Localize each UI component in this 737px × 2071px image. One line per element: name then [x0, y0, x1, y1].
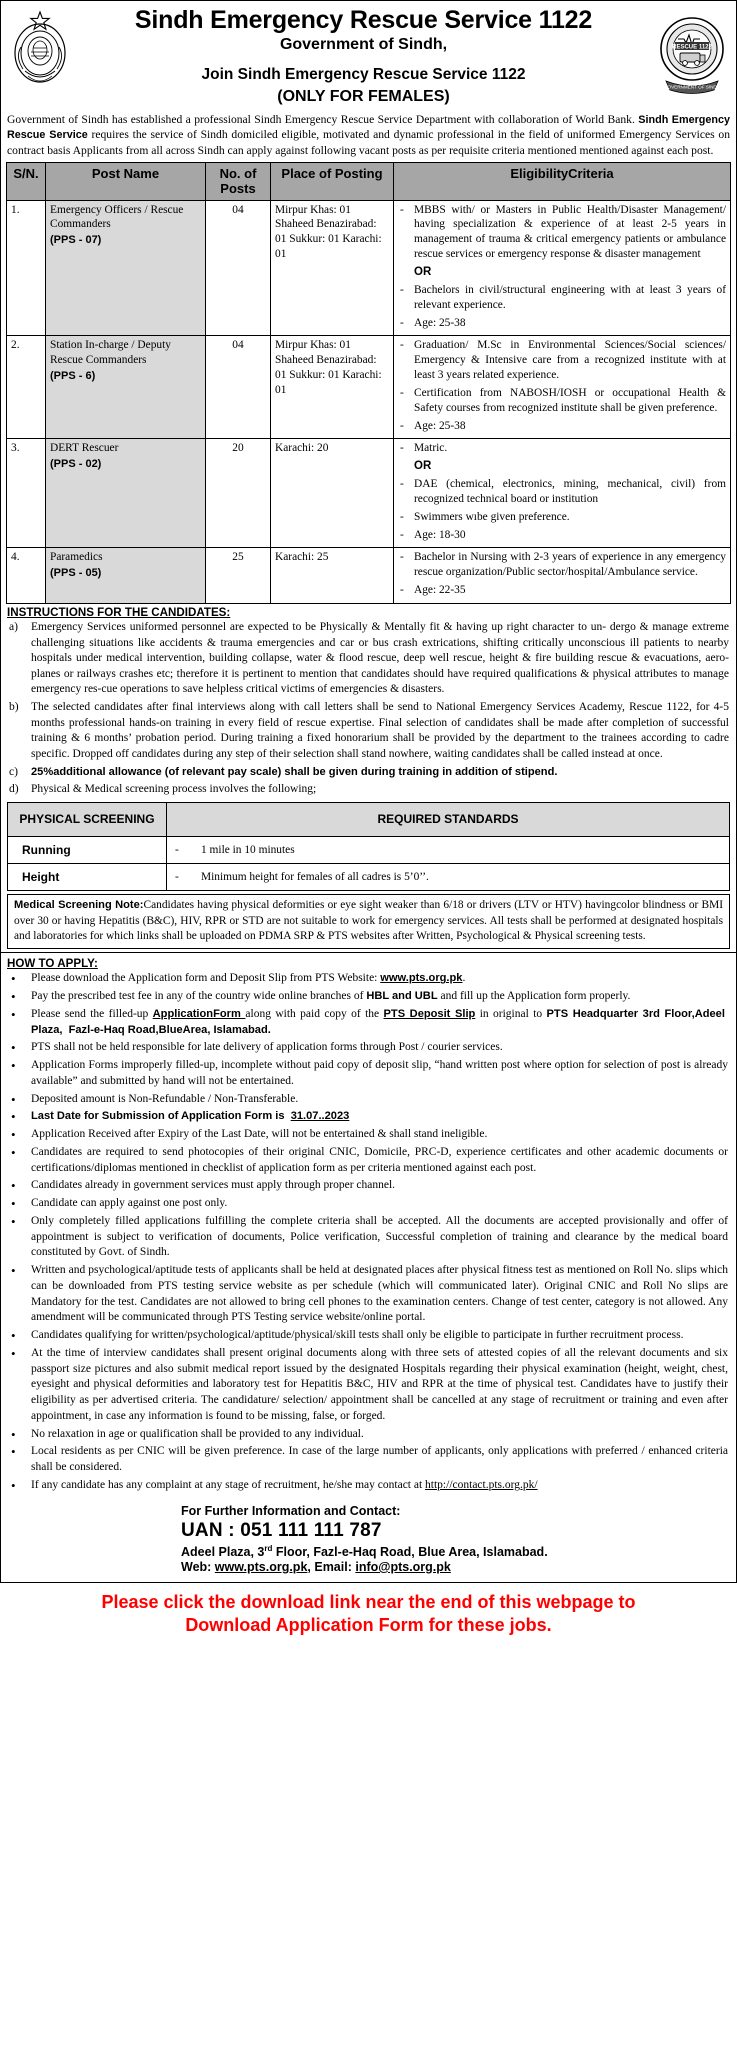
bullet-dash: - — [400, 584, 404, 597]
post-pay-scale: (PPS - 6) — [50, 370, 96, 383]
bullet-dash: - — [175, 844, 179, 857]
apply-bullet-one-post-only — [1, 1196, 736, 1214]
web-link[interactable]: www.pts.org.pk — [214, 1559, 308, 1574]
physical-row — [8, 837, 730, 864]
bullet-dot: • — [11, 1091, 16, 1107]
bullet-dash: - — [400, 478, 404, 491]
post-pay-scale: (PPS - 02) — [50, 458, 102, 471]
bullet-dash: - — [400, 419, 404, 432]
apply-bullet-no-relaxation — [1, 1427, 736, 1445]
medical-note-label: Medical Screening Note: — [14, 899, 144, 912]
page-header — [1, 1, 736, 108]
physical-standard-text: Minimum height for females of all cadres is 5’0’’. — [201, 871, 429, 884]
bullet-dot: • — [11, 989, 16, 1005]
col-post-name: Post Name — [46, 163, 206, 201]
bullet-dot: • — [11, 1058, 16, 1074]
footer-note-line2: Download Application Form for these jobs. — [185, 1615, 552, 1636]
apply-bullet-text: PTS shall not be held responsible for late delivery of application forms through Post / courier services. — [31, 1041, 503, 1054]
criteria-item — [398, 316, 726, 331]
instructions-list — [1, 620, 736, 799]
criteria-item — [398, 441, 726, 456]
svg-text:RESCUE 1122: RESCUE 1122 — [672, 44, 712, 51]
cell-sn: 1. — [7, 200, 46, 336]
apply-bullet-qualifying-candidates — [1, 1328, 736, 1346]
apply-bullet-late-delivery — [1, 1040, 736, 1058]
bullet-dot: • — [11, 1426, 16, 1442]
bullet-dot: • — [11, 971, 16, 987]
table-row — [7, 336, 731, 439]
apply-bullet-last-date — [1, 1109, 736, 1127]
contact-address — [181, 1544, 736, 1559]
col-sn: S/N. — [7, 163, 46, 201]
cell-place-of-posting: Karachi: 20 — [271, 439, 394, 548]
apply-bullet-complaint — [1, 1478, 736, 1496]
criteria-item — [398, 338, 726, 382]
criteria-text: DAE (chemical, electronics, mining, mechanical, civil) from recognized technical board or institution — [414, 478, 726, 505]
criteria-list — [398, 441, 726, 542]
bullet-dash: - — [400, 203, 404, 216]
apply-bullet-text: Candidates are required to send photocopies of their original CNIC, Domicile, PRC-D, experience certificates and other academic documents or certifications/diplomas mentioned in checklist of application form as per criteria mentioned against each post. — [31, 1145, 728, 1174]
instruction-text: Emergency Services uniformed personnel are expected to be Physically & Mentally fit & having up right character to un- dergo & manage extreme challenging situations like accidents & trauma emergencies and car or bus crash extrications, shifting critically unconscious ill patients to nearby hospitals under medical intervention, building collapse, water & flood rescue, deep well rescue, height & fire building rescue & evacuations, aero-planes or railways crashes etc; therefore it is pertinent to mention that candidates should have required qualifications & physical attributes to manage emergency res-cue operations to save helpless critical victims of emergencies & disasters. — [31, 620, 729, 696]
apply-bullet-send-form — [1, 1007, 736, 1041]
instruction-item — [1, 700, 736, 765]
govt-of-sindh-crest-icon — [9, 7, 71, 95]
physical-standard-text: 1 mile in 10 minutes — [201, 844, 295, 857]
bullet-dot: • — [11, 1196, 16, 1212]
cell-post-name — [46, 336, 206, 439]
physical-header-row — [8, 803, 730, 837]
bullet-dot: • — [11, 1328, 16, 1344]
criteria-item — [398, 386, 726, 416]
bullet-dash: - — [400, 283, 404, 296]
bullet-dot: • — [11, 1263, 16, 1279]
instruction-marker: c) — [9, 764, 19, 778]
apply-bullet-download-form — [1, 971, 736, 989]
address-pre: Adeel Plaza, 3 — [181, 1544, 265, 1559]
apply-bullet-pay-fee — [1, 989, 736, 1007]
post-name-text: Emergency Officers / Rescue Commanders — [50, 203, 184, 231]
email-link[interactable]: info@pts.org.pk — [355, 1559, 451, 1574]
how-to-apply-list — [1, 971, 736, 1495]
apply-bullet-after-expiry — [1, 1127, 736, 1145]
apply-bullet-text: Deposited amount is Non-Refundable / Non-Transferable. — [31, 1092, 299, 1105]
criteria-text: Swimmers wıbe given preference. — [414, 510, 570, 523]
required-standards-header: REQUIRED STANDARDS — [167, 803, 730, 837]
col-place-of-posting: Place of Posting — [271, 163, 394, 201]
apply-bullet-text: Local residents as per CNIC will be given preference. In case of the large number of applicants, only applications with preferred / enhanced criteria shall be considered. — [31, 1445, 728, 1474]
post-name-text: DERT Rescuer — [50, 442, 119, 455]
cell-post-name — [46, 548, 206, 603]
physical-table-body — [8, 837, 730, 891]
physical-screening-table — [7, 802, 730, 891]
cell-place-of-posting: Mirpur Khas: 01 Shaheed Benazirabad: 01 Sukkur: 01 Karachi: 01 — [271, 336, 394, 439]
bullet-dash: - — [400, 316, 404, 329]
page-subtitle: Government of Sindh, — [279, 36, 448, 53]
contact-block — [181, 1496, 736, 1582]
apply-bullet-proper-channel — [1, 1178, 736, 1196]
apply-bullet-text: Candidates already in government services must apply through proper channel. — [31, 1179, 396, 1192]
criteria-item — [398, 583, 726, 598]
jobs-header-row — [7, 163, 731, 201]
apply-bullet-text: Candidate can apply against one post only. — [31, 1197, 228, 1210]
bullet-dash: - — [400, 442, 404, 455]
contact-heading: For Further Information and Contact: — [181, 1503, 401, 1518]
criteria-text: Matric. — [414, 442, 448, 455]
criteria-list — [398, 338, 726, 433]
join-line: Join Sindh Emergency Rescue Service 1122 — [201, 66, 526, 83]
cell-no-of-posts: 04 — [206, 336, 271, 439]
apply-bullet-text: Written and psychological/aptitude tests of applicants shall be held at designated places after physical fitness test as mentioned on Roll No. slips which can be downloaded from PTS testing service website as per schedule (which will communicated later). Original CNIC and Roll No slips are Mandatory for the test. Candidates are not allowed to bring cell phones to the examination centers. Change of test center, category is not allowed. Any amendment will be communicated through PTS Testing service website/online portal. — [31, 1264, 728, 1324]
cell-no-of-posts: 25 — [206, 548, 271, 603]
table-row — [7, 548, 731, 603]
physical-label: Running — [8, 837, 167, 864]
instruction-text: The selected candidates after final interviews along with call letters shall be send to National Emergency Services Academy, Rescue 1122, for 4-5 months professional hands-on training in every field of rescue expertise. Final selection of candidates shall be made after completion of successful training & 6 months’ probation period. During training a fixed honorarium shall be provided by the department to the trainees according to cadre specific. Dropped off candidates during any step of their selection shall stand nowhere, waiting candidates shall be called instead at once. — [31, 701, 729, 760]
intro-bold: Sindh Emergency Rescue Service — [7, 113, 731, 142]
instruction-item — [1, 620, 736, 700]
web-label: Web: — [181, 1559, 215, 1574]
address-post: Floor, Fazl-e-Haq Road, Blue Area, Islamabad. — [272, 1544, 548, 1559]
jobs-table — [6, 162, 731, 604]
cell-eligibility-criteria — [394, 336, 731, 439]
bullet-dot: • — [11, 1213, 16, 1229]
bullet-dot: • — [11, 1477, 16, 1493]
criteria-item — [398, 528, 726, 543]
cell-post-name — [46, 439, 206, 548]
criteria-text: MBBS with/ or Masters in Public Health/Disaster Management/ having specialization & experience of at least 2-5 years in management of trauma & critical emergency patients or ambulance rescue services or emergency response & disaster management — [414, 203, 726, 261]
instructions-title: INSTRUCTIONS FOR THE CANDIDATES: — [7, 605, 231, 619]
how-to-apply-section — [1, 953, 736, 1495]
cell-sn: 2. — [7, 336, 46, 439]
criteria-text: Certification from NABOSH/IOSH or occupational Health & Safety courses from recognized institute shall be given preference. — [414, 386, 726, 414]
cell-no-of-posts: 20 — [206, 439, 271, 548]
criteria-text: Bachelor in Nursing with 2-3 years of experience in any emergency rescue organization/Public sector/hospital/Ambulance service. — [414, 551, 726, 579]
apply-bullet-complete-applications — [1, 1214, 736, 1263]
or-separator: OR — [414, 265, 432, 278]
instruction-item — [1, 765, 736, 782]
instruction-text: 25%additional allowance (of relevant pay scale) shall be given during training in addition of stipend. — [31, 765, 558, 778]
contact-web-email — [181, 1560, 736, 1574]
intro-part2: requires the service of Sindh domiciled eligible, motivated and dynamic professional in the field of uniformed Emergency Services on contract basis Applicants from all across Sindh can apply against following vacant posts as per requisite criteria mentioned mentioned against each post. — [7, 128, 731, 157]
cell-place-of-posting: Mirpur Khas: 01 Shaheed Benazirabad: 01 Sukkur: 01 Karachi: 01 — [271, 200, 394, 336]
footer-download-note — [0, 1583, 737, 1642]
instruction-marker: b) — [9, 700, 19, 714]
apply-bullet-text: At the time of interview candidates shall present original documents along with three sets of attested copies of all the relevant documents and six passport size pictures and also submit medical report issued by the designated Hospitals regarding their physical examination (height, weight, chest, eyesight and physical deformities and laboratory test for Hepatitis B&C, HIV and RPR at the time of physical test. Candidates have to justify their eligibility as per advertised criteria. The candidature/ selection/ appointment shall be cancelled at any stage of recruitment or training and even after appointment, in case any information is found to be missing, false, or forged. — [31, 1346, 728, 1422]
physical-label: Height — [8, 864, 167, 891]
col-no-of-posts: No. of Posts — [206, 163, 271, 201]
contact-uan: UAN : 051 111 111 787 — [181, 1519, 382, 1541]
instruction-marker: d) — [9, 781, 19, 795]
apply-bullet-text: Application Forms improperly filled-up, incomplete without paid copy of deposit slip, “hand written post where option for selection of post is already available” and submitted by hand will not be entertained. — [31, 1059, 728, 1087]
criteria-item — [398, 419, 726, 434]
apply-bullet-text: Last Date for Submission of Application Form is 31.07..2023 — [31, 1110, 350, 1123]
apply-bullet-written-tests — [1, 1263, 736, 1328]
criteria-list — [398, 203, 726, 331]
bullet-dash: - — [400, 510, 404, 523]
criteria-item — [398, 550, 726, 580]
criteria-text: Age: 22-35 — [414, 584, 466, 597]
instruction-item — [1, 782, 736, 800]
col-eligibility-criteria: EligibilityCriteria — [394, 163, 731, 201]
footer-note-line1: Please click the download link near the end of this webpage to — [101, 1591, 636, 1612]
criteria-text: Age: 25-38 — [414, 316, 466, 329]
apply-bullet-improper-forms — [1, 1058, 736, 1092]
how-to-apply-title: HOW TO APPLY: — [7, 957, 98, 971]
medical-note-text: Candidates having physical deformities or eye sight weaker than 6/18 or drivers (LTV or HTV) havingcolor blindness or BMI over 30 or having Hepatitis (B&C), HIV, RPR or STD are not suitable to work for emergency services. All tests shall be performed at designated hospitals and laboratories for which links shall be uploaded on PDMA SRP & PTS websites after Written, Psychological & Physical screening tests. — [14, 899, 724, 943]
apply-bullet-text: Pay the prescribed test fee in any of the country wide online branches of HBL and UBL and fill up the Application form properly. — [31, 990, 631, 1003]
post-pay-scale: (PPS - 05) — [50, 567, 102, 580]
bullet-dash: - — [175, 871, 179, 884]
intro-paragraph — [1, 108, 736, 160]
bullet-dot: • — [11, 1178, 16, 1194]
criteria-item — [398, 477, 726, 507]
criteria-text: Age: 18-30 — [414, 528, 466, 541]
cell-eligibility-criteria — [394, 200, 731, 336]
jobs-table-body — [7, 200, 731, 603]
apply-bullet-text: Application Received after Expiry of the Last Date, will not be entertained & shall stand ineligible. — [31, 1128, 488, 1141]
physical-standard — [167, 837, 730, 864]
post-name-text: Paramedics — [50, 551, 103, 564]
table-row — [7, 439, 731, 548]
jobs-table-head — [7, 163, 731, 201]
apply-bullet-text: Candidates qualifying for written/psychological/aptitude/physical/skill tests shall only be eligible to participate in further recruitment process. — [31, 1329, 684, 1342]
bullet-dot: • — [11, 1144, 16, 1160]
rescue-1122-logo-icon — [656, 7, 728, 97]
criteria-text: Age: 25-38 — [414, 419, 466, 432]
table-row — [7, 200, 731, 336]
page-title: Sindh Emergency Rescue Service 1122 — [134, 6, 593, 34]
instruction-marker: a) — [9, 619, 19, 633]
apply-bullet-text: Please download the Application form and Deposit Slip from PTS Website: www.pts.org.pk. — [31, 972, 466, 985]
cell-place-of-posting: Karachi: 25 — [271, 548, 394, 603]
cell-post-name — [46, 200, 206, 336]
criteria-item — [398, 510, 726, 525]
svg-text:GOVERNMENT OF SINDH: GOVERNMENT OF SINDH — [663, 84, 721, 90]
apply-bullet-text: Only completely filled applications fulfilling the complete criteria shall be accepted. All the documents are accepted provisionally and offer of appointment is subject to verification of documents, Police verification, Successful completion of training and clearance by the medical board constituted by Govt. of Sindh. — [31, 1214, 728, 1259]
criteria-list — [398, 550, 726, 597]
apply-bullet-local-residents — [1, 1444, 736, 1478]
medical-screening-note — [7, 894, 730, 949]
apply-bullet-text: No relaxation in age or qualification shall be provided to any individual. — [31, 1427, 364, 1440]
cell-sn: 4. — [7, 548, 46, 603]
physical-screening-header: PHYSICAL SCREENING — [8, 803, 167, 837]
bullet-dot: • — [11, 1127, 16, 1143]
bullet-dash: - — [400, 528, 404, 541]
cell-sn: 3. — [7, 439, 46, 548]
physical-table-head — [8, 803, 730, 837]
address-ordinal: rd — [264, 1543, 273, 1553]
physical-row — [8, 864, 730, 891]
apply-bullet-non-refundable — [1, 1092, 736, 1110]
or-separator: OR — [414, 460, 432, 473]
instruction-text: Physical & Medical screening process involves the following; — [31, 782, 317, 795]
cell-eligibility-criteria — [394, 548, 731, 603]
bullet-dot: • — [11, 1040, 16, 1056]
criteria-item — [398, 203, 726, 262]
criteria-text: Graduation/ M.Sc in Environmental Sciences/Social sciences/ Emergency & Intensive care from a recognized institute with at least 3 years related experience. — [414, 339, 726, 382]
only-females-note: (ONLY FOR FEMALES) — [277, 87, 450, 105]
intro-part1: Government of Sindh has established a professional Sindh Emergency Rescue Service Department with collaboration of World Bank. — [7, 112, 639, 126]
email-label: , Email: — [307, 1559, 356, 1574]
apply-bullet-text: If any candidate has any complaint at any stage of recruitment, he/she may contact at http://contact.pts.org.pk/ — [31, 1478, 538, 1491]
bullet-dot: • — [11, 1109, 16, 1125]
bullet-dash: - — [400, 386, 404, 399]
bullet-dash: - — [400, 339, 404, 352]
cell-no-of-posts: 04 — [206, 200, 271, 336]
physical-standard — [167, 864, 730, 891]
post-pay-scale: (PPS - 07) — [50, 234, 102, 247]
apply-bullet-photocopies — [1, 1145, 736, 1179]
criteria-item — [398, 283, 726, 313]
apply-bullet-text: Please send the filled-up ApplicationForm along with paid copy of the PTS Deposit Slip in original to PTS Headquarter 3rd Floor,Adeel Plaza, Fazl-e-Haq Road,BlueArea, Islamabad. — [31, 1007, 728, 1036]
criteria-text: Bachelors in civil/structural engineering with at least 3 years of relevant experience. — [414, 283, 726, 311]
header-titles — [71, 7, 656, 106]
post-name-text: Station In-charge / Deputy Rescue Commanders — [50, 339, 171, 367]
bullet-dot: • — [11, 1345, 16, 1361]
bullet-dot: • — [11, 1444, 16, 1460]
apply-bullet-interview-documents — [1, 1346, 736, 1427]
bullet-dash: - — [400, 551, 404, 564]
cell-eligibility-criteria — [394, 439, 731, 548]
bullet-dot: • — [11, 1006, 16, 1022]
